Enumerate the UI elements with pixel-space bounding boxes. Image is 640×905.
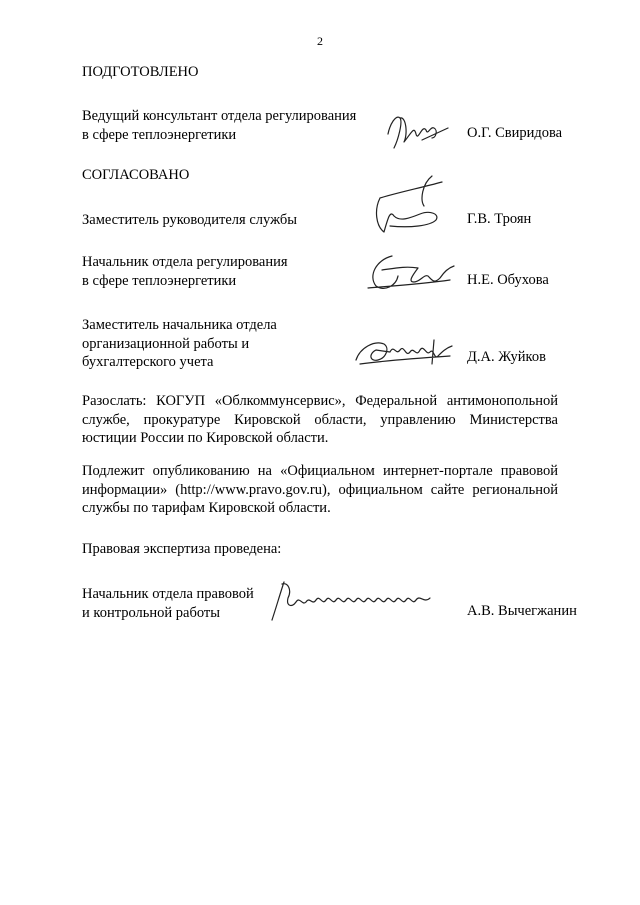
signature-obukhova bbox=[362, 246, 462, 294]
signer-role-line: Заместитель начальника отдела bbox=[82, 317, 277, 333]
distribution-paragraph: Разослать: КОГУП «Облкоммунсервис», Федеральной антимонопольной службе, прокуратуре Кировской области, управлению Министерства юстиции России по Кировской области. bbox=[82, 393, 558, 446]
legal-review-role bbox=[82, 585, 254, 622]
publication-paragraph: Подлежит опубликованию на «Официальном интернет-портале правовой информации» (http://www.pravo.gov.ru), официальном сайте региональной службы по тарифам Кировской области. bbox=[82, 463, 558, 516]
signer-role-line: организационной работы и bbox=[82, 335, 250, 352]
signer-role bbox=[82, 316, 277, 372]
legal-review-role-line: Начальник отдела правовой bbox=[82, 586, 254, 602]
signer-role-line: бухгалтерского учета bbox=[82, 354, 214, 370]
signer-role-line: в сфере теплоэнергетики bbox=[82, 272, 237, 289]
signature-vychegzhanin bbox=[262, 576, 442, 626]
signer-role-line: Заместитель руководителя службы bbox=[82, 212, 298, 228]
prepared-role bbox=[82, 107, 356, 144]
prepared-role-line: Ведущий консультант отдела регулирования bbox=[82, 108, 357, 124]
legal-review-name: А.В. Вычегжанин bbox=[467, 603, 577, 619]
signer-name: Г.В. Троян bbox=[467, 211, 532, 227]
signer-role bbox=[82, 253, 288, 290]
signature-troyan bbox=[350, 170, 450, 250]
prepared-name: О.Г. Свиридова bbox=[467, 125, 563, 141]
signer-name: Н.Е. Обухова bbox=[467, 272, 549, 288]
signature-zhuykov bbox=[350, 330, 460, 370]
signature-sviridova bbox=[378, 104, 458, 156]
legal-review-heading: Правовая экспертиза проведена: bbox=[82, 541, 282, 557]
agreed-heading: СОГЛАСОВАНО bbox=[82, 167, 190, 183]
prepared-heading: ПОДГОТОВЛЕНО bbox=[82, 64, 199, 80]
signer-role bbox=[82, 211, 297, 230]
page-number: 2 bbox=[317, 34, 323, 48]
signer-role-line: Начальник отдела регулирования bbox=[82, 254, 288, 270]
legal-review-role-line: и контрольной работы bbox=[82, 604, 220, 621]
signer-name: Д.А. Жуйков bbox=[467, 349, 546, 365]
prepared-role-line: в сфере теплоэнергетики bbox=[82, 126, 237, 143]
